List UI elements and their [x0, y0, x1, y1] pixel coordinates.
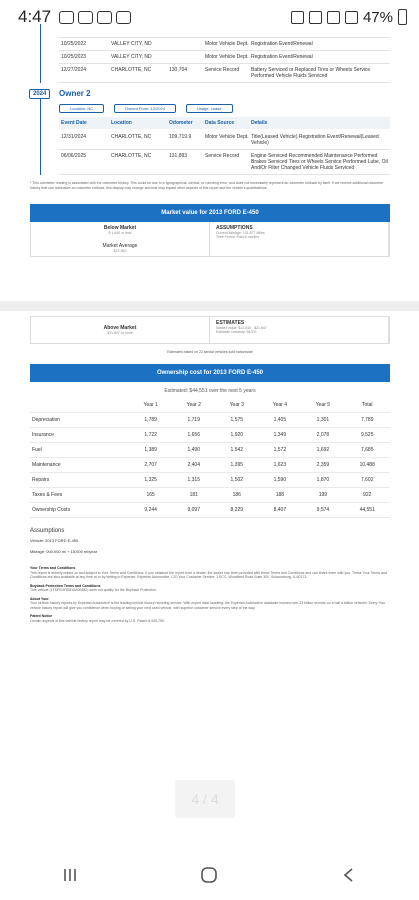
market-assumptions: ASSUMPTIONS Current Mileage: 131,877 Miles Time Period: Past 6 months: [210, 222, 389, 256]
owner1-history: [40, 24, 390, 83]
history-row: [59, 30, 390, 38]
table-row: Taxes & Fees 165 181 186 188 199 922: [30, 488, 390, 503]
ownership-estimated: Estimated: $44,551 over the next 5 years: [164, 388, 256, 394]
ownership-assumptions: Assumptions Vehicle: 2013 FORD E-450 Mileage: 000,000 mi + 15,000 mi/year: [30, 528, 98, 554]
recents-button[interactable]: [50, 860, 90, 890]
signal-icon: [345, 11, 358, 24]
below-market: Below Market $ 1,640 or less Market Average $21,360: [31, 222, 210, 256]
table-row: 12/31/2024 CHARLOTTE, NC 109,719.9 Motor Vehicle Dept. Title(Leased Vehicle) Registration Event/Renewal(Leased Vehicle): [59, 131, 390, 150]
history-row: 10/25/2022 VALLEY CITY, ND Motor Vehicle Dept. Registration Event/Renewal: [59, 38, 390, 51]
market-value-grid-2: [30, 316, 390, 344]
report-page-4: [30, 316, 390, 623]
table-row: Maintenance 2,707 2,404 1,395 1,623 2,359 10,488: [30, 458, 390, 473]
table-row: Insurance 1,722 1,656 1,920 1,349 2,078 9,525: [30, 428, 390, 443]
status-time: 4:47: [18, 7, 52, 26]
table-header-row: Year 1 Year 2 Year 3 Year 4 Year 5 Total: [30, 398, 390, 413]
report-page-3: [30, 24, 390, 257]
vibrate-icon: [291, 11, 304, 24]
market-value-header: Market value for 2013 FORD E-450: [30, 204, 390, 222]
status-right: [291, 9, 407, 26]
table-row: Repairs 1,325 1,315 1,502 1,590 1,870 7,602: [30, 473, 390, 488]
ownership-cost-table: [30, 398, 390, 518]
owner2-pills: [59, 104, 390, 113]
table-row: Fuel 1,389 1,490 1,542 1,572 1,692 7,685: [30, 443, 390, 458]
market-value-grid: [30, 222, 390, 257]
page-gap: [0, 301, 419, 311]
above-market: Above Market $21,847 or more: [31, 317, 210, 343]
pill-usage: Usage: Lease: [186, 104, 233, 113]
owner2-table-header: Event Date Location Odometer Data Source Details: [59, 117, 390, 129]
estimate-based-on: Estimates based on 22 similar vehicles sold nationwide: [167, 350, 253, 354]
legal-section: Your Terms and Conditions This report is entirely reliant on and subject to Your Terms and Conditions. If you obtained the report from a dealer, the dealer has been provided with these Terms and Conditions and can share them with you. These Your Terms and Conditions are also available at any time at or by writing to Experian: Experian Automotive, C/O Your Customer Service: 1 ECC, Woodfield Road Suite 300, Schaumburg, IL 60173. Buyback Protection Terms and Conditions This vehicle (1FDFE4FS6DDA00482) does not qualify for the Buyback Protection. About Your Your vehicle history reports by Experian Automotive is the leading vehicle history reporting service. With expert data handling, the Experian Automotive database houses over 23 billion records on a half a billion vehicles. Every Your vehicle history report will give you confidence when buying or selling your next used vehicle, with superior customer service every step of the way. Patent Notice Certain aspects of this vehicle history report may be covered by U.S. Patent 8,005,759.: [30, 566, 387, 623]
market-estimates: ESTIMATES Market Value: $12,640 - $21,847 Estimate Certainty: 96.5%: [210, 317, 389, 343]
history-row: 12/27/2024 CHARLOTTE, NC 130,704 Service Record Battery Serviced or Replaced Tires or Wheels Service Performed Vehicle Fluids Serviced: [59, 64, 390, 83]
alarm-icon: [309, 11, 322, 24]
table-row: Depreciation 1,789 1,719 1,575 1,405 1,301 7,789: [30, 413, 390, 428]
home-button[interactable]: [189, 860, 229, 890]
page-number-indicator: 4 / 4: [175, 780, 235, 818]
ring-icon: [78, 11, 93, 24]
battery-percent: 47%: [362, 8, 393, 26]
pill-owned-from: Owned From: 12/2024: [114, 104, 176, 113]
gmail-icon: [97, 11, 112, 24]
history-row: 10/25/2023 VALLEY CITY, ND Motor Vehicle Dept. Registration Event/Renewal: [59, 51, 390, 64]
odometer-footnote: * This odometer reading is associated with the odometer history. This could be due to a typographical, clerical, or rounding error, and does not necessarily represent an odometer rollback by itself. If we receive additional odometer history that can rationalize an odometer rollback, this display may change and that may impact other aspects of this report and the vehicle's qualifications.: [30, 181, 384, 190]
owner2-title: Owner 2: [59, 89, 91, 98]
back-button[interactable]: [329, 860, 369, 890]
wifi-icon: [327, 11, 340, 24]
battery-icon: [398, 9, 407, 25]
back-icon: [341, 867, 357, 883]
table-row: 06/06/2025 CHARLOTTE, NC 131,893 Service Record Engine Serviced Recommended Maintenance Performed Brakes Serviced Tires or Wheels Service Performed Lube, Oil And/Or Filter Changed Vehicle Fluids Serviced: [59, 150, 390, 175]
recents-icon: [62, 867, 78, 883]
notification-icons: [59, 11, 131, 24]
photo-icon: [116, 11, 131, 24]
owner2-history: [33, 89, 390, 175]
notification-icon: [59, 11, 74, 24]
table-row-total: Ownership Costs 9,244 9,097 8,229 8,407 9,574 44,551: [30, 503, 390, 518]
pill-location: Location: NC: [59, 104, 104, 113]
ownership-cost-header: Ownership cost for 2013 FORD E-450: [30, 364, 390, 382]
android-nav-bar: [0, 850, 419, 900]
home-icon: [200, 866, 218, 884]
owner2-year-badge: 2024: [29, 89, 50, 99]
